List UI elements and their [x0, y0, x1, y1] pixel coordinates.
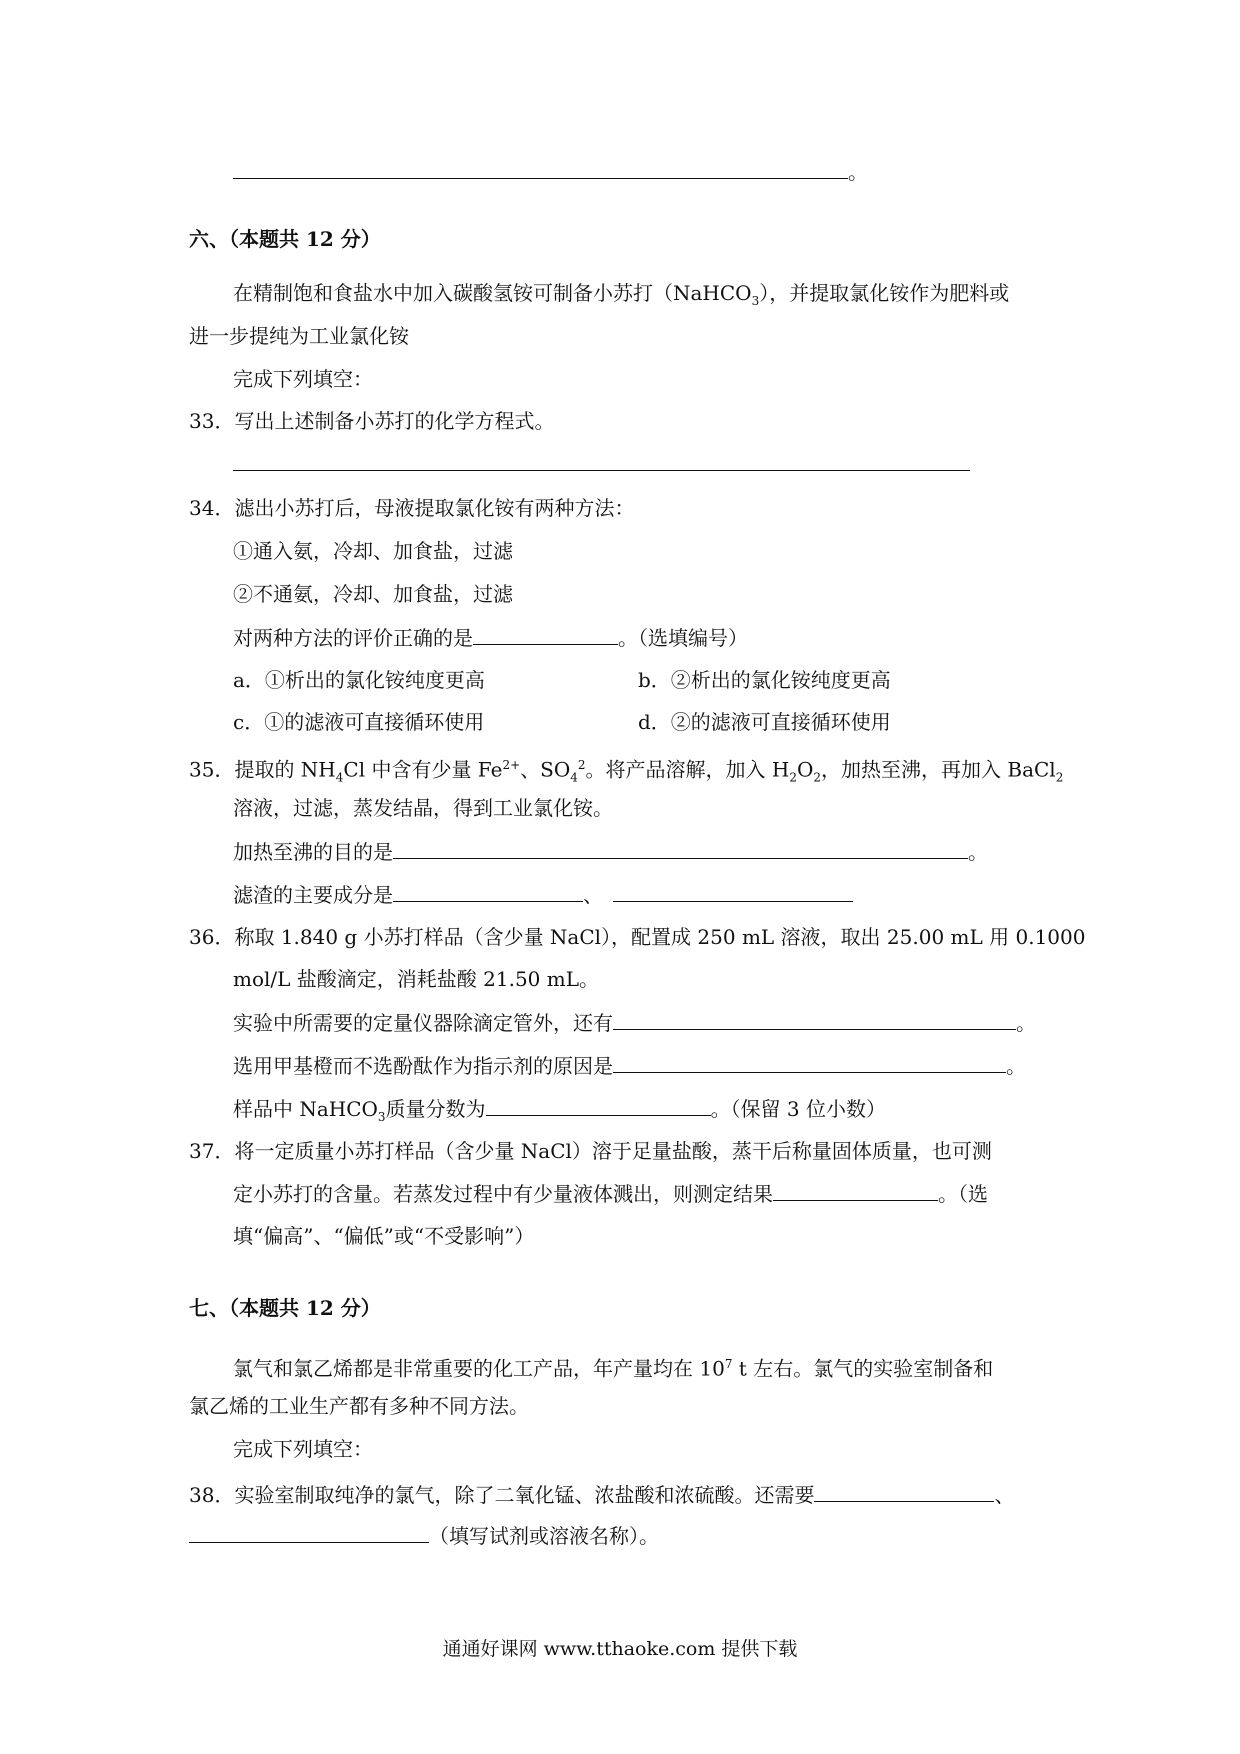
t: 滤渣的主要成分是 — [233, 883, 393, 907]
t: 35．提取的 NH — [189, 757, 336, 782]
q38-cont — [189, 1522, 659, 1549]
blank[interactable] — [393, 838, 968, 859]
t: 2 — [789, 770, 797, 785]
t: O — [796, 757, 814, 782]
blank[interactable] — [189, 1522, 429, 1543]
options-row — [233, 709, 1033, 735]
t: 2 — [577, 758, 586, 772]
question-37: 37．将一定质量小苏打样品（含少量 NaCl）溶于足量盐酸，蒸干后称量固体质量，也可测 — [189, 1139, 992, 1163]
answer-line-top — [233, 158, 868, 185]
answer-line-33 — [233, 450, 970, 477]
instruction: 完成下列填空： — [233, 367, 373, 391]
t: 2 — [813, 770, 822, 785]
t: 4 — [335, 770, 344, 785]
t: 2 — [1055, 770, 1064, 785]
blank[interactable] — [473, 624, 618, 645]
t: t 左右。氯气的实验室制备和 — [732, 1356, 994, 1381]
blank[interactable] — [613, 881, 853, 902]
method-2: ②不通氨，冷却、加食盐，过滤 — [233, 582, 513, 606]
question-34-prompt — [233, 624, 748, 651]
intro-line — [233, 1351, 993, 1382]
t: 对两种方法的评价正确的是 — [233, 626, 473, 650]
t: ，加热至沸，再加入 BaCl — [821, 757, 1056, 782]
section-7-heading: 七、（本题共 12 分） — [189, 1296, 381, 1320]
blank[interactable] — [773, 1180, 938, 1201]
q36-instruments — [233, 1009, 1036, 1036]
q36-indicator — [233, 1052, 1026, 1079]
t: 、 — [583, 883, 603, 907]
t: 在精制饱和食盐水中加入碳酸氢铵可制备小苏打（NaHCO — [233, 281, 752, 305]
t: 、SO — [520, 757, 571, 782]
t: （填写试剂或溶液名称）。 — [429, 1524, 659, 1548]
method-1: ①通入氨，冷却、加食盐，过滤 — [233, 539, 513, 563]
t: 。（选填编号） — [618, 626, 748, 650]
t: 加热至沸的目的是 — [233, 840, 393, 864]
t: 。 — [1006, 1054, 1026, 1078]
q37-cont: 填“偏高”、“偏低”或“不受影响”） — [233, 1224, 535, 1248]
t: 3 — [377, 1110, 386, 1124]
t: 3 — [751, 294, 760, 308]
t: 、 — [994, 1483, 1015, 1507]
period: 。 — [848, 160, 868, 184]
section-6-heading: 六、（本题共 12 分） — [189, 227, 381, 251]
option-d: d．②的滤液可直接循环使用 — [638, 710, 891, 734]
t: 。 — [1016, 1011, 1036, 1035]
intro-line: 进一步提纯为工业氯化铵 — [189, 324, 409, 348]
question-36: 36．称取 1.840 g 小苏打样品（含少量 NaCl），配置成 250 mL 溶液，取出 25.00 mL 用 0.1000 — [189, 925, 1086, 949]
t: 实验中所需要的定量仪器除滴定管外，还有 — [233, 1011, 613, 1035]
t: 定小苏打的含量。若蒸发过程中有少量液体溅出，则测定结果 — [233, 1182, 773, 1206]
blank[interactable] — [486, 1095, 711, 1116]
t: 。 — [968, 840, 988, 864]
t: 。（选 — [938, 1182, 988, 1206]
t: 7 — [724, 1357, 733, 1371]
options-row — [233, 667, 1033, 693]
t: 4 — [570, 770, 578, 785]
q36-cont: mol/L 盐酸滴定，消耗盐酸 21.50 mL。 — [233, 967, 599, 991]
t: ），并提取氯化铵作为肥料或 — [759, 281, 1010, 305]
q37-cont — [233, 1180, 988, 1207]
t: Cl 中含有少量 Fe — [343, 757, 503, 782]
t: 2+ — [502, 758, 521, 772]
t: 氯气和氯乙烯都是非常重要的化工产品，年产量均在 10 — [233, 1356, 725, 1381]
blank[interactable] — [233, 158, 848, 179]
t: 。（保留 3 位小数） — [710, 1097, 887, 1121]
blank[interactable] — [613, 1052, 1006, 1073]
option-b: b．②析出的氯化铵纯度更高 — [638, 668, 891, 692]
q35-residue — [233, 881, 853, 908]
q35-purpose — [233, 838, 988, 865]
question-33: 33．写出上述制备小苏打的化学方程式。 — [189, 409, 555, 433]
footer: 通通好课网 www.tthaoke.com 提供下载 — [442, 1638, 798, 1660]
option-a: a．①析出的氯化铵纯度更高 — [233, 668, 485, 692]
t: 38．实验室制取纯净的氯气，除了二氧化锰、浓盐酸和浓硫酸。还需要 — [189, 1483, 815, 1507]
q35-cont: 溶液，过滤，蒸发结晶，得到工业氯化铵。 — [233, 796, 613, 820]
option-c: c．①的滤液可直接循环使用 — [233, 710, 485, 734]
blank[interactable] — [814, 1481, 994, 1502]
intro-line: 氯乙烯的工业生产都有多种不同方法。 — [189, 1394, 529, 1418]
t: 样品中 NaHCO — [233, 1097, 378, 1121]
question-38 — [189, 1481, 1014, 1508]
blank[interactable] — [613, 1009, 1016, 1030]
t: 。将产品溶解，加入 H — [585, 757, 790, 782]
t: 质量分数为 — [385, 1097, 486, 1121]
t: 选用甲基橙而不选酚酞作为指示剂的原因是 — [233, 1054, 613, 1078]
intro-line — [233, 280, 1009, 314]
question-34: 34．滤出小苏打后，母液提取氯化铵有两种方法： — [189, 496, 635, 520]
instruction: 完成下列填空： — [233, 1437, 373, 1461]
q36-fraction — [233, 1095, 886, 1130]
blank[interactable] — [393, 881, 583, 902]
question-35 — [189, 752, 1063, 791]
blank[interactable] — [233, 450, 970, 471]
